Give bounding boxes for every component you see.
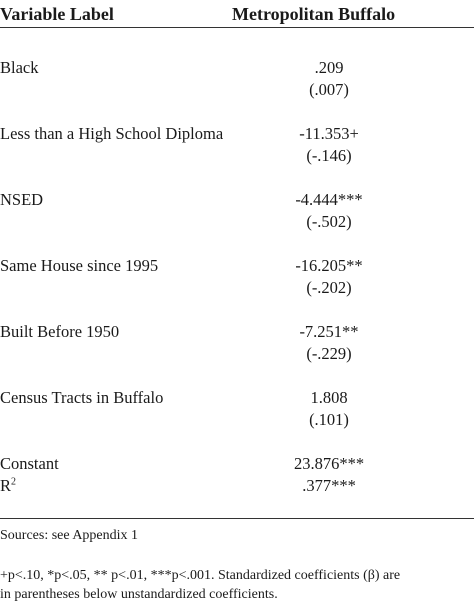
row-label-black: Black bbox=[0, 58, 39, 77]
row-label-built-before-1950: Built Before 1950 bbox=[0, 322, 120, 341]
column-header-metropolitan-buffalo: Metropolitan Buffalo bbox=[232, 4, 396, 24]
bottom-rule bbox=[0, 518, 474, 519]
row-coef-nsed: -4.444*** bbox=[295, 190, 363, 209]
row-std-black: (.007) bbox=[309, 80, 349, 99]
column-header-variable: Variable Label bbox=[0, 4, 114, 24]
sources-note: Sources: see Appendix 1 bbox=[0, 528, 139, 543]
row-label-r-squared: $R^2$ bbox=[0, 476, 17, 495]
row-coef-less-than-hs: -11.353+ bbox=[299, 124, 359, 143]
row-label-census-tracts: Census Tracts in Buffalo bbox=[0, 388, 164, 407]
row-value-constant: 23.876*** bbox=[293, 454, 365, 473]
header-rule bbox=[0, 27, 474, 28]
row-label-less-than-hs: Less than a High School Diploma bbox=[0, 124, 224, 143]
row-label-nsed: NSED bbox=[0, 190, 44, 209]
row-label-constant: Constant bbox=[0, 454, 59, 473]
row-value-r-squared: .377*** bbox=[302, 476, 356, 495]
row-coef-built-before-1950: -7.251** bbox=[299, 322, 359, 341]
footnote-line-2: in parentheses below unstandardized coefficients. bbox=[0, 587, 278, 602]
row-coef-census-tracts: 1.808 bbox=[310, 388, 348, 407]
row-label-same-house: Same House since 1995 bbox=[0, 256, 159, 275]
row-std-same-house: (-.202) bbox=[306, 278, 352, 297]
row-std-less-than-hs: (-.146) bbox=[306, 146, 352, 165]
row-std-nsed: (-.502) bbox=[306, 212, 352, 231]
row-coef-same-house: -16.205** bbox=[295, 256, 363, 275]
footnote-line-1: +p<.10, *p<.05, ** p<.01, ***p<.001. Standardized coefficients (β) are bbox=[0, 568, 401, 583]
row-std-census-tracts: (.101) bbox=[309, 410, 349, 429]
row-std-built-before-1950: (-.229) bbox=[306, 344, 352, 363]
row-coef-black: .209 bbox=[314, 58, 344, 77]
